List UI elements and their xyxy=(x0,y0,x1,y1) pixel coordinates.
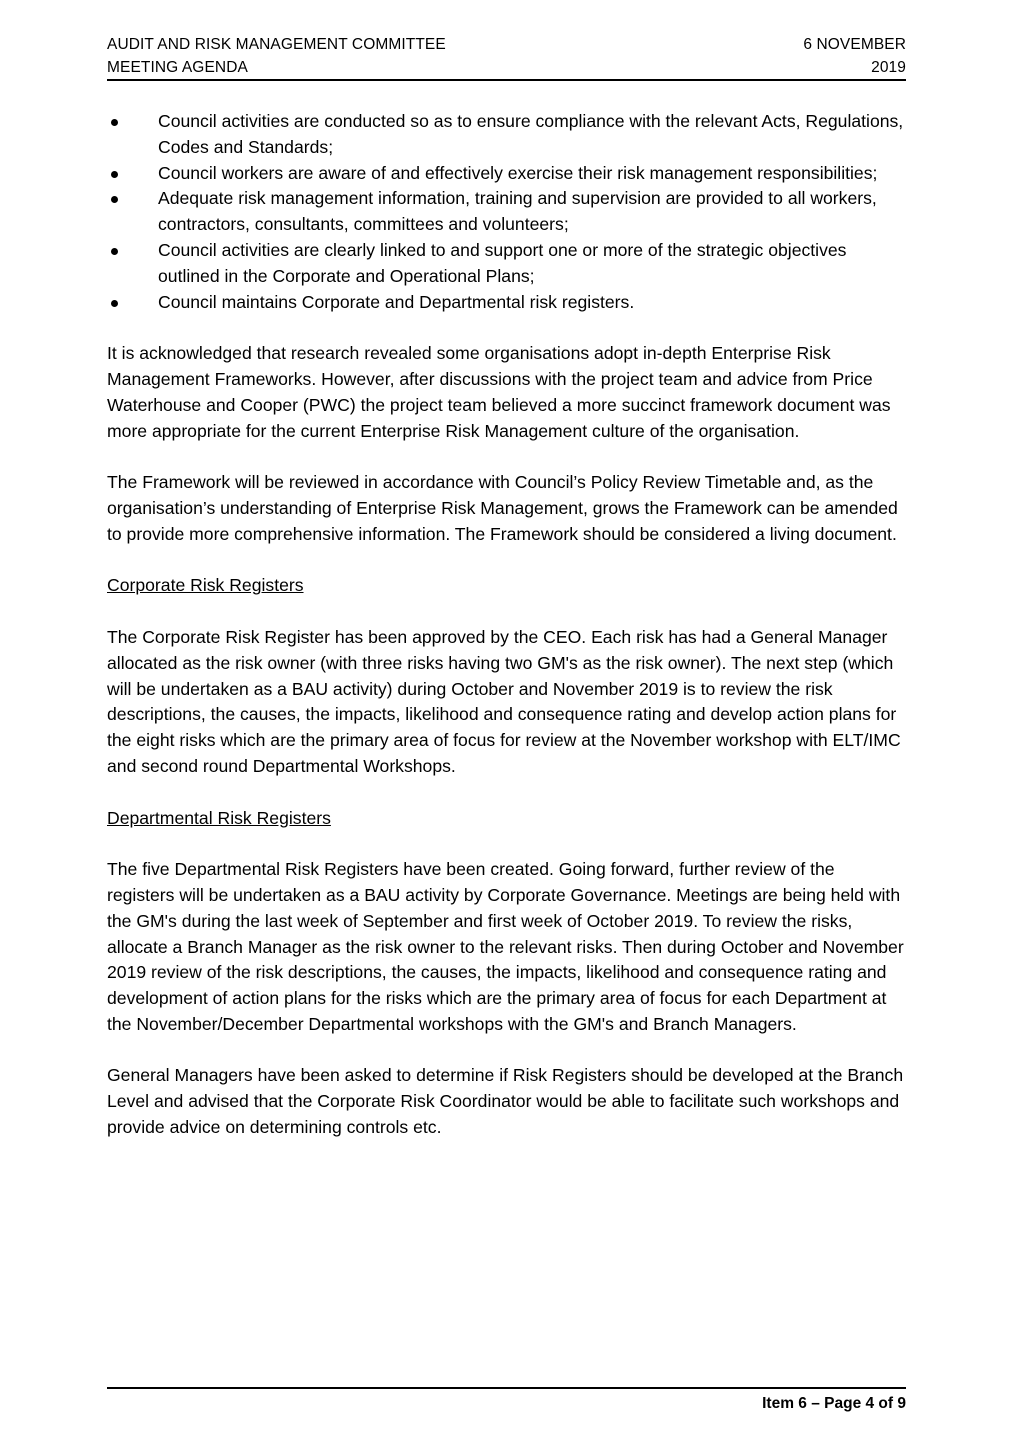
bullet-item xyxy=(107,186,906,238)
footer-divider xyxy=(107,1387,906,1389)
bullet-list xyxy=(107,109,906,315)
bullet-item xyxy=(107,109,906,161)
header-divider xyxy=(107,79,906,81)
header-right xyxy=(803,33,906,79)
bullet-text: Council workers are aware of and effectively exercise their risk management responsibilities; xyxy=(158,162,878,183)
meeting-date: 6 NOVEMBER xyxy=(803,36,906,53)
heading-departmental-risk-registers: Departmental Risk Registers xyxy=(107,807,331,828)
page-header xyxy=(107,33,906,79)
document-type: MEETING AGENDA xyxy=(107,59,248,76)
bullet-icon xyxy=(111,248,118,255)
committee-title: AUDIT AND RISK MANAGEMENT COMMITTEE xyxy=(107,36,446,53)
bullet-icon xyxy=(111,171,118,178)
bullet-item xyxy=(107,290,906,316)
paragraph-departmental-registers: The five Departmental Risk Registers have been created. Going forward, further review of the registers will be undertaken as a BAU activity by Corporate Governance. Meetings are being held with the GM's during the last week of September and first week of October 2019. To review the risks, allocate a Branch Manager as the risk owner to the relevant risks. Then during October and November 2019 review of the risk descriptions, the causes, the impacts, likelihood and consequence rating and development of action plans for the risks which are the primary area of focus for each Department at the November/December Departmental workshops with the GM's and Branch Managers. xyxy=(107,859,904,1034)
bullet-icon xyxy=(111,119,118,126)
header-left xyxy=(107,33,446,79)
heading-corporate-risk-registers: Corporate Risk Registers xyxy=(107,575,304,596)
page-body xyxy=(107,109,906,1141)
bullet-text: Adequate risk management information, training and supervision are provided to all workers, contractors, consultants, committees and volunteers; xyxy=(158,188,877,235)
paragraph-frameworks: It is acknowledged that research revealed some organisations adopt in-depth Enterprise Risk Management Frameworks. However, after discussions with the project team and advice from Price Waterhouse and Cooper (PWC) the project team believed a more succinct framework document was more appropriate for the current Enterprise Risk Management culture of the organisation. xyxy=(107,343,891,441)
meeting-year: 2019 xyxy=(871,59,906,76)
paragraph-branch-level: General Managers have been asked to determine if Risk Registers should be developed at the Branch Level and advised that the Corporate Risk Coordinator would be able to facilitate such workshops and provide advice on determining controls etc. xyxy=(107,1065,904,1138)
bullet-item xyxy=(107,161,906,187)
page-number: Item 6 – Page 4 of 9 xyxy=(762,1395,906,1412)
bullet-text: Council maintains Corporate and Departmental risk registers. xyxy=(158,291,635,312)
bullet-item xyxy=(107,238,906,290)
paragraph-review: The Framework will be reviewed in accordance with Council’s Policy Review Timetable and, as the organisation’s understanding of Enterprise Risk Management, grows the Framework can be amended to provide more comprehensive information. The Framework should be considered a living document. xyxy=(107,472,898,544)
bullet-icon xyxy=(111,300,118,307)
paragraph-corporate-register: The Corporate Risk Register has been approved by the CEO. Each risk has had a General Manager allocated as the risk owner (with three risks having two GM's as the risk owner). The next step (which will be undertaken as a BAU activity) during October and November 2019 is to review the risk descriptions, the causes, the impacts, likelihood and consequence rating and develop action plans for the eight risks which are the primary area of focus for review at the November workshop with ELT/IMC and second round Departmental Workshops. xyxy=(107,626,901,776)
bullet-icon xyxy=(111,196,118,203)
bullet-text: Council activities are clearly linked to and support one or more of the strategic objectives outlined in the Corporate and Operational Plans; xyxy=(158,239,847,286)
bullet-text: Council activities are conducted so as to ensure compliance with the relevant Acts, Regulations, Codes and Standards; xyxy=(158,111,904,157)
